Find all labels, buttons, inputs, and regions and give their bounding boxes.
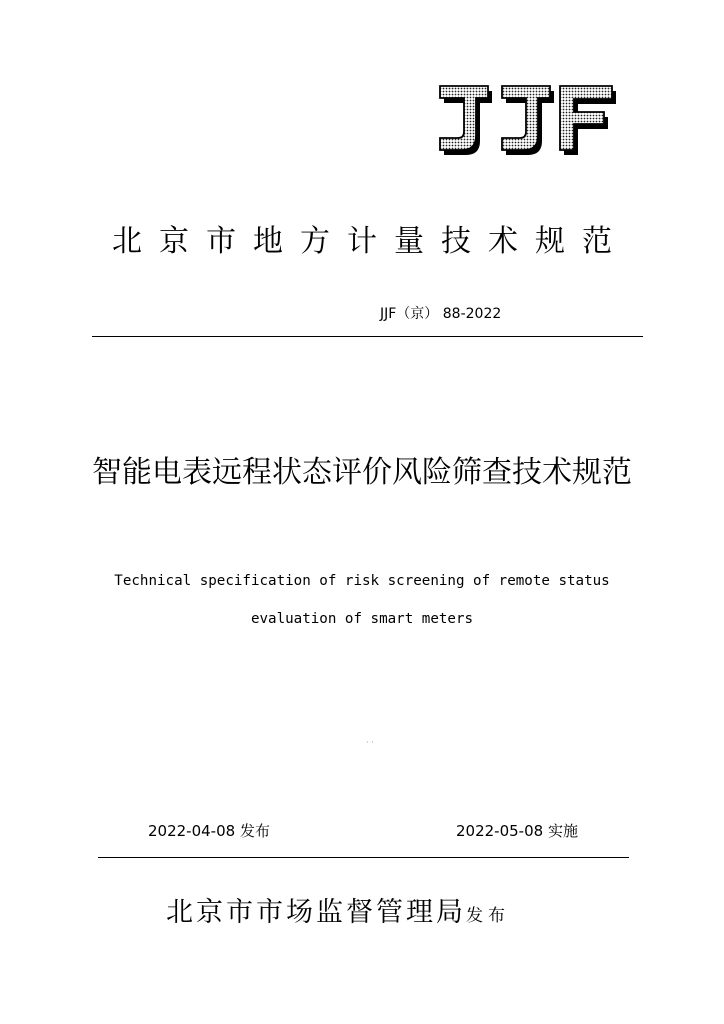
issuing-authority-name: 北京市市场监督管理局 xyxy=(166,897,466,928)
top-divider xyxy=(92,336,643,337)
issuing-series-title: 北京市地方计量技术规范 xyxy=(112,224,629,259)
standard-number: JJF（京） 88-2022 xyxy=(380,306,502,322)
document-title-english: Technical specification of risk screening of remote status evaluation of smart meters xyxy=(114,573,610,627)
issuing-authority-suffix: 发布 xyxy=(466,906,510,926)
effective-date: 2022-05-08 实施 xyxy=(456,822,578,840)
stray-mark: · · xyxy=(366,738,374,747)
issue-date: 2022-04-08 发布 xyxy=(148,822,270,840)
jjf-logo xyxy=(436,84,620,158)
bottom-divider xyxy=(98,857,629,858)
issuing-authority xyxy=(166,890,510,929)
document-title-chinese: 智能电表远程状态评价风险筛查技术规范 xyxy=(92,455,632,490)
